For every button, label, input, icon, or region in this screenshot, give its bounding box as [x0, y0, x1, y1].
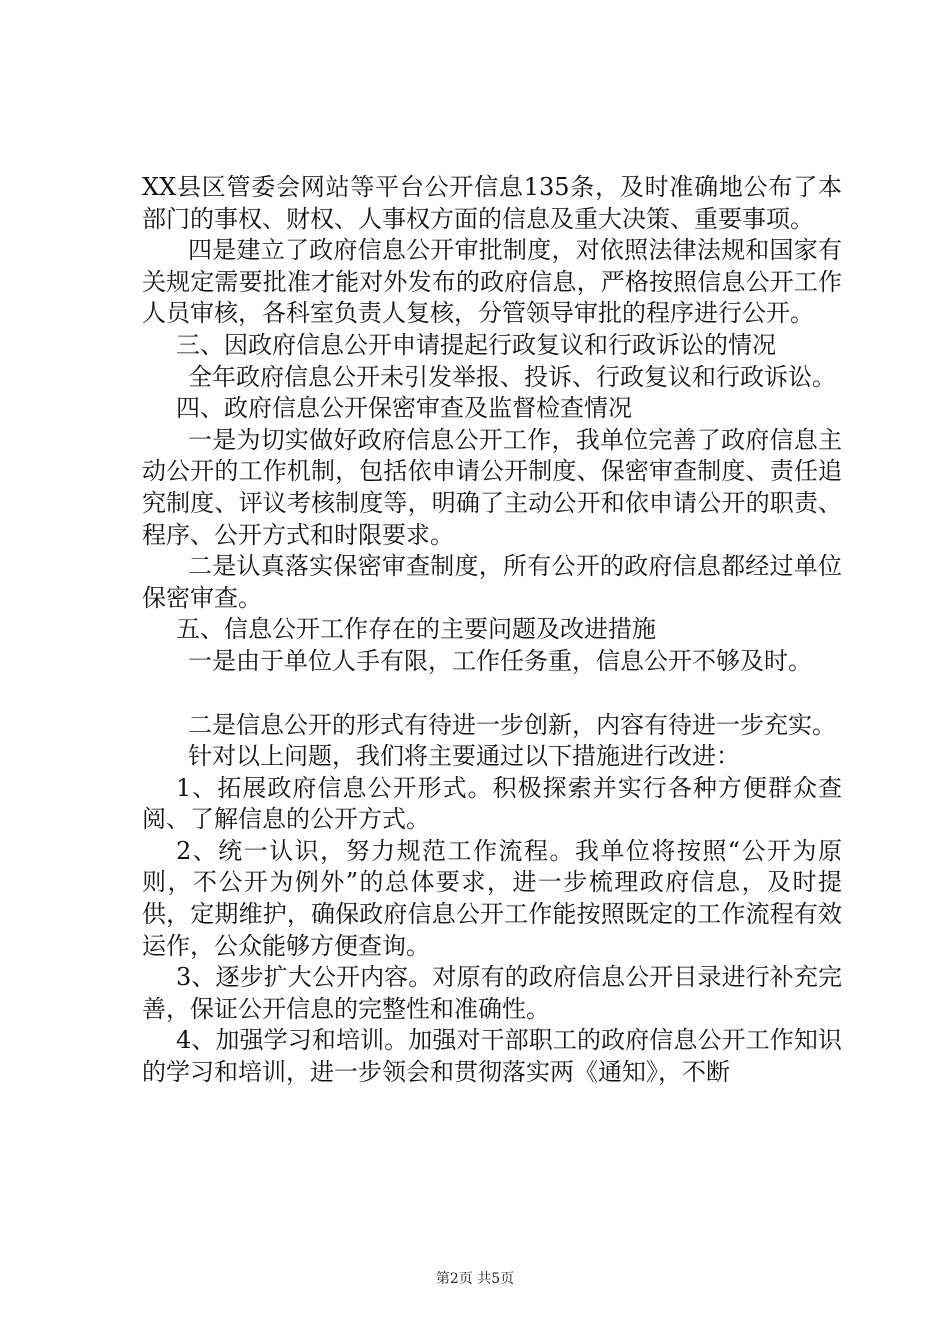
paragraph-mechanism: 一是为切实做好政府信息公开工作，我单位完善了政府信息主动公开的工作机制，包括依申请公开制度、保密审查制度、责任追究制度、评议考核制度等，明确了主动公开和依申请公开的职责、程序、公开方式和时限要求。 — [142, 425, 842, 549]
paragraph-measure-two: 2、统一认识，努力规范工作流程。我单位将按照“公开为原则，不公开为例外”的总体要求，进一步梳理政府信息，及时提供，定期维护，确保政府信息公开工作能按照既定的工作流程有效运作，公众能够方便查询。 — [142, 836, 842, 960]
paragraph-measure-three: 3、逐步扩大公开内容。对原有的政府信息公开目录进行补充完善，保证公开信息的完整性和准确性。 — [142, 963, 842, 1023]
blank-line — [142, 678, 842, 710]
paragraph-continuation: XX县区管委会网站等平台公开信息135条，及时准确地公布了本部门的事权、财权、人事权方面的信息及重大决策、重要事项。 — [142, 173, 842, 233]
paragraph-item-four: 四是建立了政府信息公开审批制度，对依照法律法规和国家有关规定需要批准才能对外发布的政府信息，严格按照信息公开工作人员审核，各科室负责人复核，分管领导审批的程序进行公开。 — [142, 236, 842, 328]
section-heading-five: 五、信息公开工作存在的主要问题及改进措施 — [176, 615, 656, 644]
paragraph-measure-one: 1、拓展政府信息公开形式。积极探索并实行各种方便群众查阅、了解信息的公开方式。 — [142, 773, 842, 834]
section-heading-three: 三、因政府信息公开申请提起行政复议和行政诉讼的情况 — [176, 330, 776, 359]
section-heading-four: 四、政府信息公开保密审查及监督检查情况 — [176, 394, 632, 423]
paragraph-measure-four: 4、加强学习和培训。加强对干部职工的政府信息公开工作知识的学习和培训，进一步领会和贯彻落实两《通知》，不断 — [142, 1026, 842, 1087]
paragraph-problem-two: 二是信息公开的形式有待进一步创新，内容有待进一步充实。 — [188, 710, 836, 739]
page-number-footer: 第2页 共5页 — [435, 1271, 515, 1287]
document-body — [142, 172, 842, 1089]
paragraph-measures-intro: 针对以上问题，我们将主要通过以下措施进行改进： — [188, 742, 740, 771]
paragraph-problem-one: 一是由于单位人手有限，工作任务重，信息公开不够及时。 — [188, 646, 812, 675]
paragraph-confidentiality: 二是认真落实保密审查制度，所有公开的政府信息都经过单位保密审查。 — [142, 552, 842, 612]
paragraph-no-reviews: 全年政府信息公开未引发举报、投诉、行政复议和行政诉讼。 — [188, 362, 836, 391]
